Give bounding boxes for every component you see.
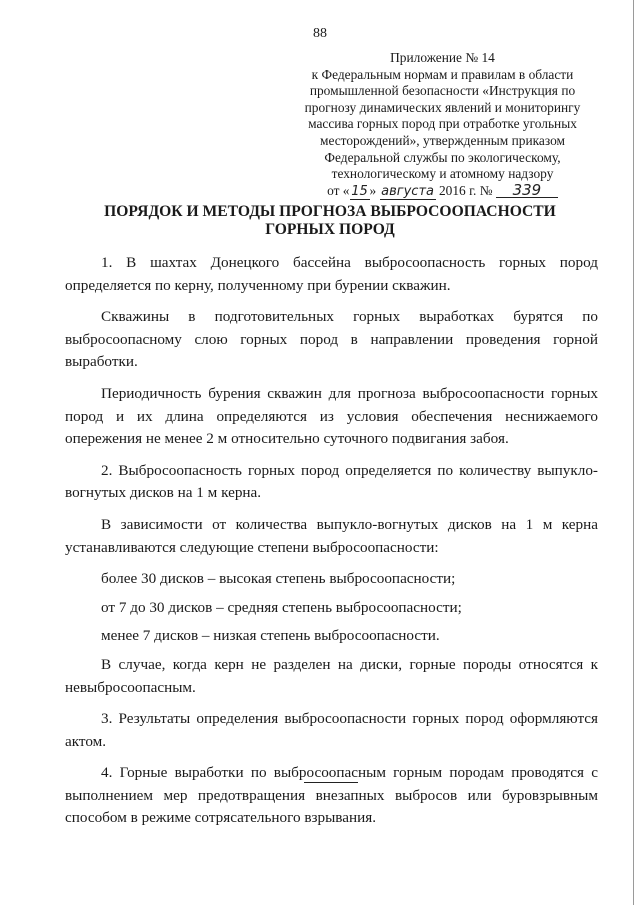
paragraph: Скважины в подготовительных горных выработках бурятся по выбросоопасному слою горных пород в направлении проведения горной выработки. [65, 308, 598, 371]
closing-divider [304, 782, 358, 783]
appendix-title: Приложение № 14 [390, 50, 495, 65]
title-line-2: ГОРНЫХ ПОРОД [265, 221, 395, 238]
handwritten-day: 15 [351, 183, 368, 199]
document-body [65, 252, 598, 839]
list-item: менее 7 дисков – низкая степень выбросоопасности. [101, 627, 440, 645]
paragraph: 2. Выбросоопасность горных пород определяется по количеству выпукло-вогнутых дисков на 1 м керна. [65, 461, 598, 502]
date-mid: » [369, 182, 377, 198]
date-prefix: от « [327, 182, 350, 198]
appendix-header [290, 50, 595, 200]
appendix-line: месторождений», утвержденным приказом [319, 132, 565, 148]
appendix-date-line [290, 180, 595, 200]
appendix-line: массива горных пород при отработке угольных [308, 116, 577, 132]
paragraph: Периодичность бурения скважин для прогноза выбросоопасности горных пород и их длина определяются из условия обеспечения неснижаемого опережения не менее 2 м относительно суточного подвигания забоя. [65, 384, 598, 448]
document-title [60, 203, 600, 239]
appendix-line: промышленной безопасности «Инструкция по [309, 83, 576, 99]
handwritten-order-number: 339 [496, 183, 558, 198]
paragraph: В случае, когда керн не разделен на диски, горные породы относятся к невыбросоопасным. [65, 655, 598, 696]
title-line-1: ПОРЯДОК И МЕТОДЫ ПРОГНОЗА ВЫБРОСООПАСНОСТИ [104, 203, 556, 220]
paragraph: 3. Результаты определения выбросоопасности горных пород оформляются актом. [65, 710, 598, 750]
appendix-line: технологическому и атомному надзору [331, 166, 554, 182]
appendix-line: прогнозу динамических явлений и мониторингу [304, 99, 581, 115]
handwritten-month: августа [381, 183, 434, 199]
paragraph: 4. Горные выработки по выбросоопасным горным породам проводятся с выполнением мер предотвращения внезапных выбросов или буровзрывным способом в режиме сотрясательного взрывания. [65, 764, 598, 827]
page-number: 88 [313, 26, 327, 41]
date-year: 2016 г. № [438, 182, 493, 198]
list-item: от 7 до 30 дисков – средняя степень выбросоопасности; [101, 598, 462, 616]
scan-edge-line [633, 0, 634, 905]
appendix-line: Федеральной службы по экологическому, [324, 149, 561, 165]
list-item: более 30 дисков – высокая степень выбросоопасности; [101, 570, 456, 588]
paragraph: 1. В шахтах Донецкого бассейна выбросоопасность горных пород определяется по керну, полученному при бурении скважин. [65, 254, 598, 294]
appendix-line: к Федеральным нормам и правилам в области [311, 66, 574, 82]
paragraph: В зависимости от количества выпукло-вогнутых дисков на 1 м керна устанавливаются следующие степени выбросоопасности: [65, 515, 598, 556]
